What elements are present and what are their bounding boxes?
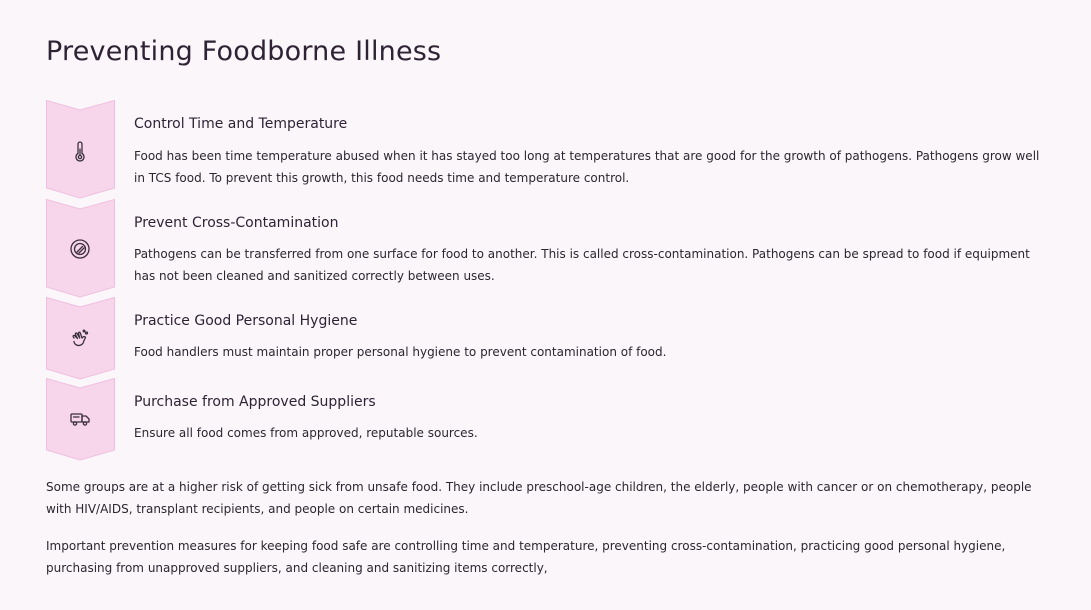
- page-title: Preventing Foodborne Illness: [46, 36, 442, 67]
- step-description: Pathogens can be transferred from one surface for food to another. This is called cross-contamination. Pathogens can be spread to food if equipment has not been cleaned and sanitized correctly between uses.: [134, 247, 1030, 283]
- step-prevent-cross-contamination: [46, 199, 1046, 299]
- step-chevron: [46, 100, 114, 200]
- step-control-time-temperature: [46, 100, 1046, 200]
- step-approved-suppliers: [46, 378, 1046, 462]
- step-title: Practice Good Personal Hygiene: [134, 313, 358, 329]
- paragraph-prevention-measures: Important prevention measures for keeping food safe are controlling time and temperature, preventing cross-contamination, practicing good personal hygiene, purchasing from unapproved suppliers, and cleaning and sanitizing items correctly,: [46, 539, 1006, 575]
- step-personal-hygiene: [46, 297, 1046, 381]
- step-title: Control Time and Temperature: [134, 116, 348, 132]
- cross-contamination-icon: [68, 237, 92, 261]
- step-description: Food handlers must maintain proper personal hygiene to prevent contamination of food.: [134, 345, 667, 359]
- step-title: Purchase from Approved Suppliers: [134, 394, 376, 410]
- step-description: Food has been time temperature abused when it has stayed too long at temperatures that are good for the growth of pathogens. Pathogens grow well in TCS food. To prevent this growth, this food needs time and temperature control.: [134, 149, 1040, 185]
- step-chevron: [46, 199, 114, 299]
- step-chevron: [46, 297, 114, 381]
- delivery-truck-icon: [68, 407, 92, 431]
- handwashing-icon: [68, 327, 92, 351]
- paragraph-risk-groups: Some groups are at a higher risk of getting sick from unsafe food. They include preschool-age children, the elderly, people with cancer or on chemotherapy, people with HIV/AIDS, transplant recipients, and people on certain medicines.: [46, 480, 1032, 516]
- thermometer-icon: [68, 140, 92, 164]
- step-chevron: [46, 378, 114, 462]
- step-title: Prevent Cross-Contamination: [134, 215, 339, 231]
- step-description: Ensure all food comes from approved, reputable sources.: [134, 426, 478, 440]
